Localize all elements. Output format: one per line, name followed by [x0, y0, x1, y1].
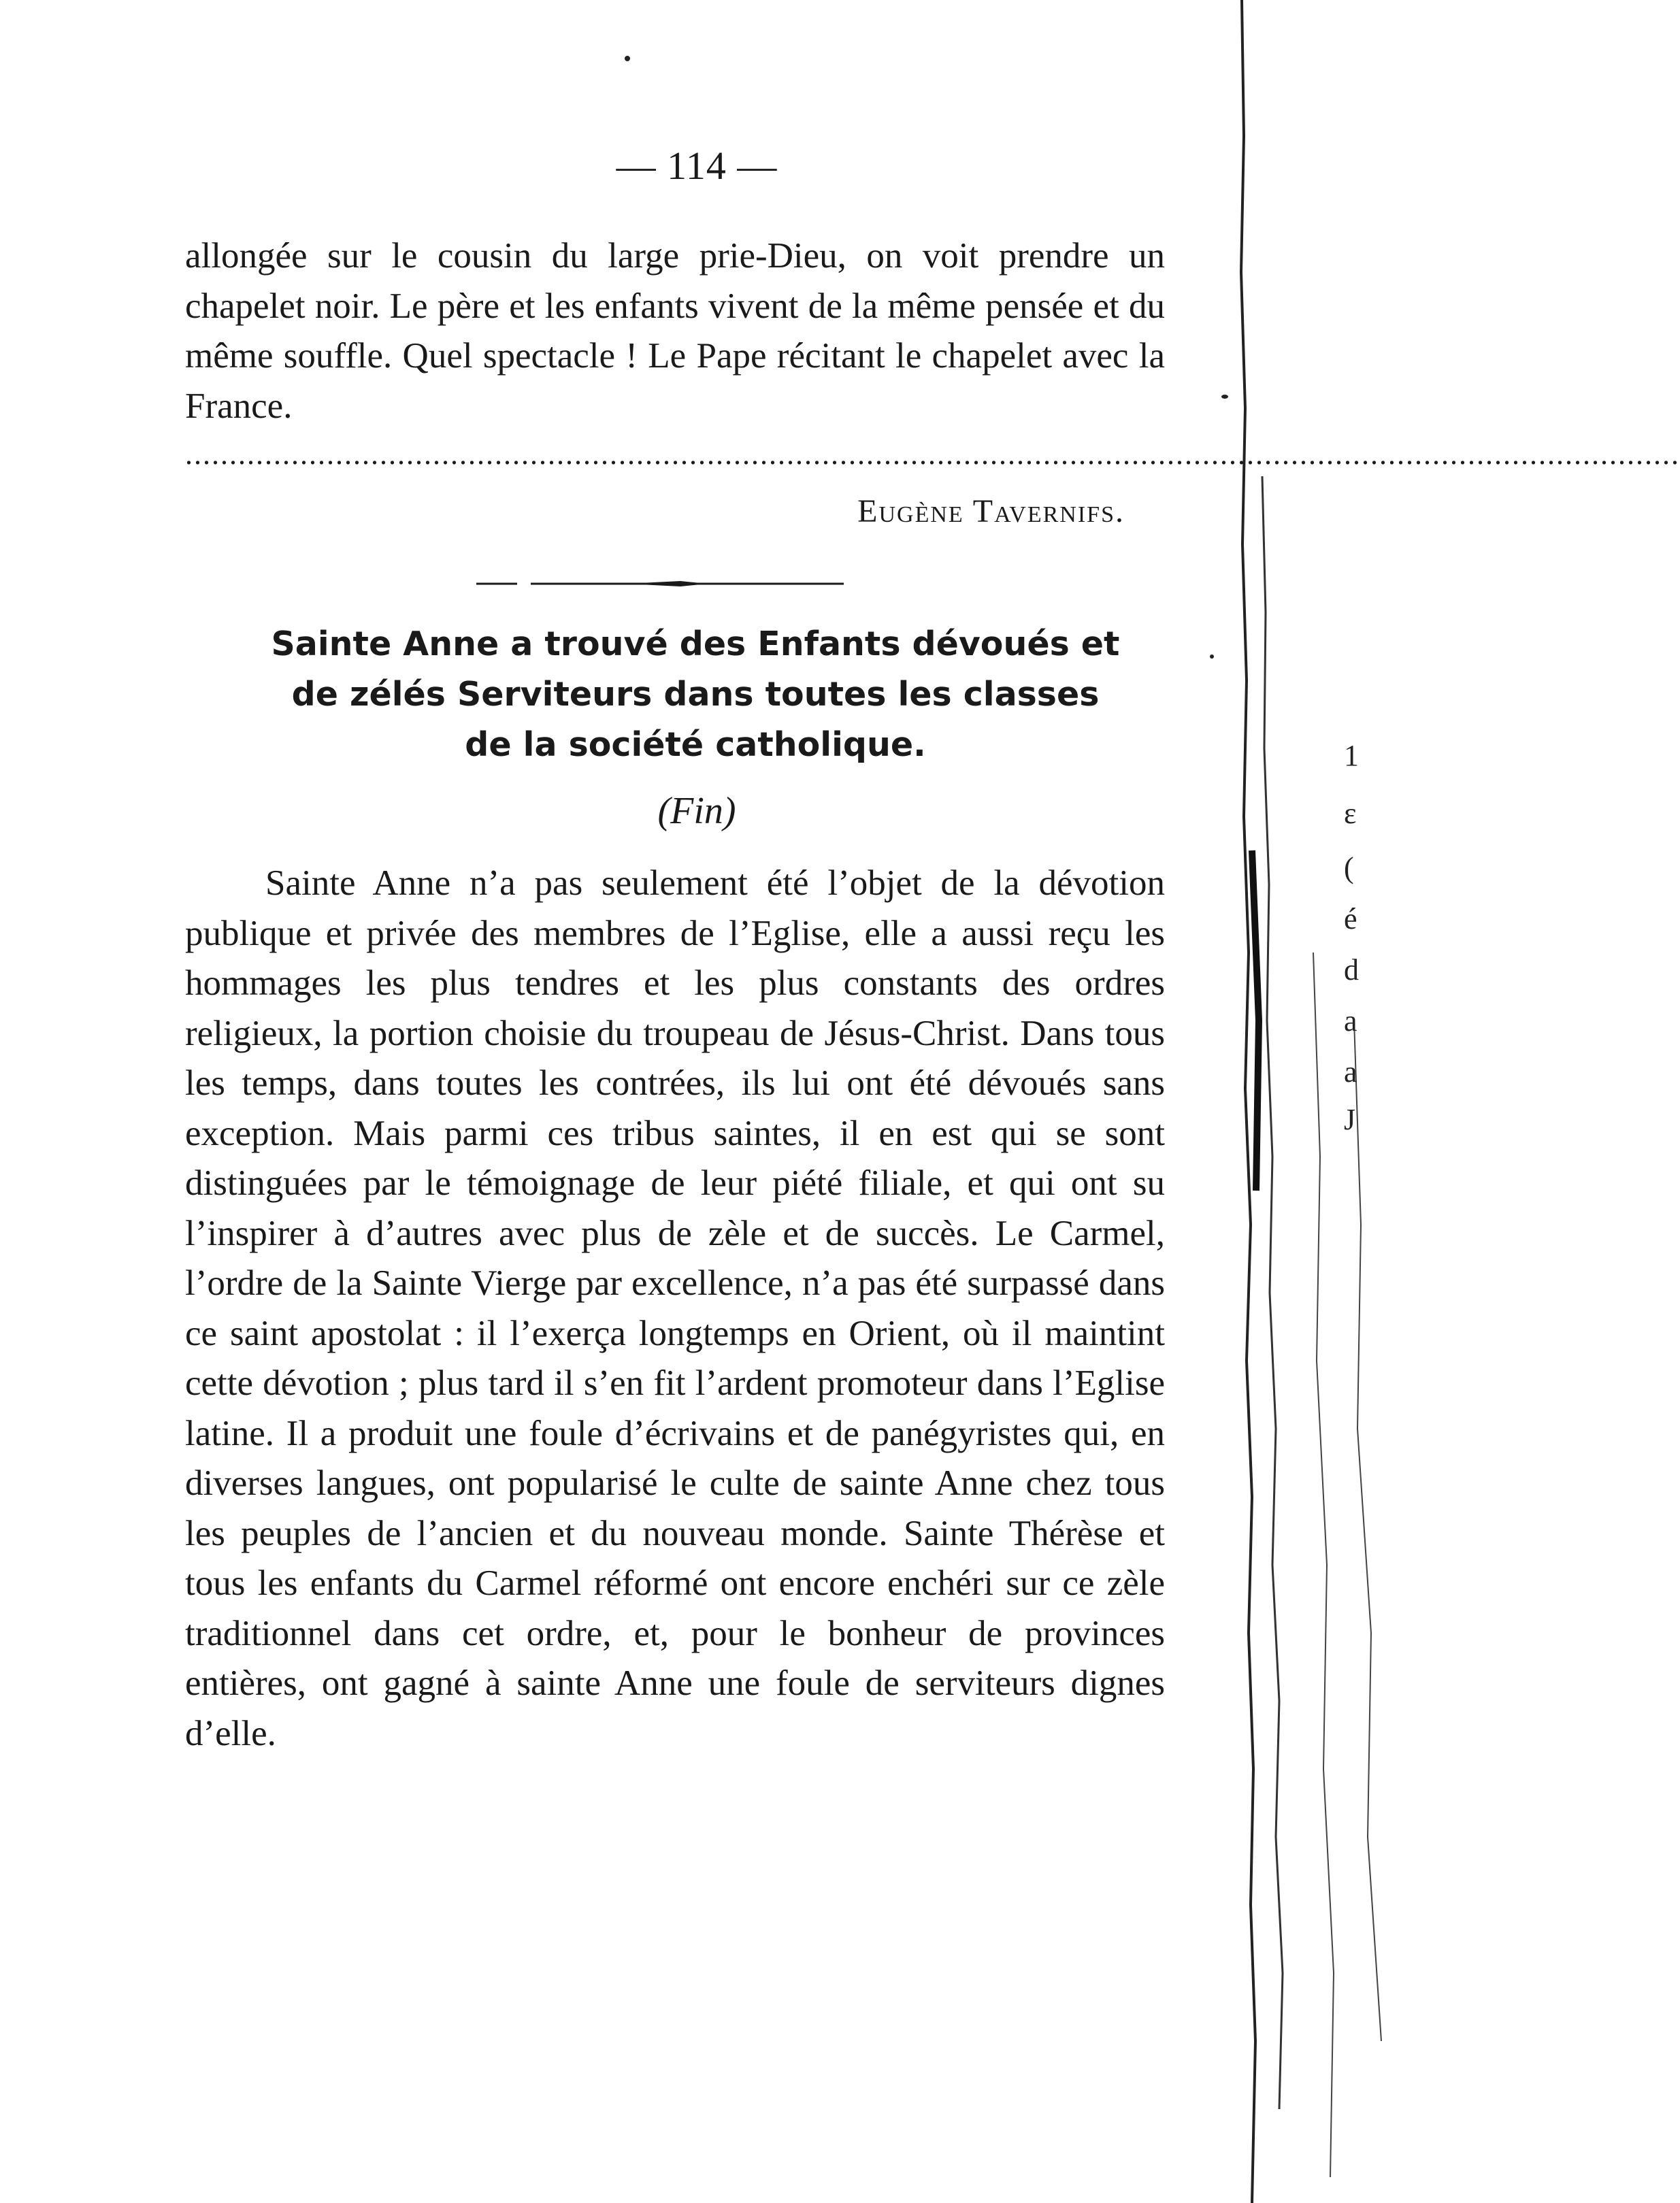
margin-fragment: J — [1344, 1103, 1356, 1136]
dotted-separator: ......................................................................................................................................................................... — [185, 437, 1680, 471]
title-line: de la société catholique. — [465, 725, 926, 764]
scan-speck — [1210, 655, 1214, 659]
author-signature: Eugène Tavernifs. — [857, 493, 1125, 529]
title-line: de zélés Serviteurs dans toutes les classes — [291, 675, 1100, 714]
article-subtitle: (Fin) — [657, 790, 736, 832]
title-line: Sainte Anne a trouvé des Enfants dévoués et — [271, 625, 1120, 663]
margin-fragment: 1 — [1344, 739, 1359, 772]
margin-fragment: a — [1344, 1004, 1357, 1038]
adjacent-page-edge — [1211, 0, 1394, 2203]
margin-fragment: ( — [1344, 851, 1354, 884]
section-divider — [476, 578, 844, 589]
page-number: — 114 — — [616, 144, 778, 188]
margin-fragment: d — [1344, 953, 1359, 987]
margin-fragment: é — [1344, 902, 1357, 935]
margin-fragment: a — [1344, 1055, 1357, 1089]
article-body: Sainte Anne n’a pas seulement été l’objet de la dévotion publique et privée des membres de l’Eglise, elle a aussi reçu les hommages les plus tendres et les plus constants des ordres religieux, la portion choisie du troupeau de Jésus-Christ. Dans tous les temps, dans toutes les contrées, ils lui ont été dévoués sans exception. Mais parmi ces tribus saintes, il en est qui se sont distinguées par le témoignage de leur piété filiale, et qui ont su l’inspirer à d’autres avec plus de zèle et de succès. Le Carmel, l’ordre de la Sainte Vierge par excellence, n’a pas été surpassé dans ce saint apostolat : il l’exerça longtemps en Orient, où il maintint cette dévotion ; plus tard il s’en fit l’ardent promoteur dans l’Eglise latine. Il a produit une foule d’écrivains et de panégyristes qui, en diverses langues, ont popularisé le culte de sainte Anne chez tous les peuples de l’ancien et du nouveau monde. Sainte Thérèse et tous les enfants du Carmel réformé ont encore enchéri sur ce zèle traditionnel dans cet ordre, et, pour le bonheur de provinces entières, ont gagné à sainte Anne une foule de serviteurs dignes d’elle. — [185, 863, 1165, 1753]
scan-speck — [1221, 395, 1228, 399]
margin-fragment: ε — [1344, 797, 1357, 830]
article-title — [185, 619, 1206, 770]
scan-speck — [625, 56, 630, 61]
continuation-paragraph: allongée sur le cousin du large prie-Dieu, on voit prendre un chapelet noir. Le père et les enfants vivent de la même pensée et du même souffle. Quel spectacle ! Le Pape récitant le chapelet avec la France. — [185, 236, 1165, 426]
